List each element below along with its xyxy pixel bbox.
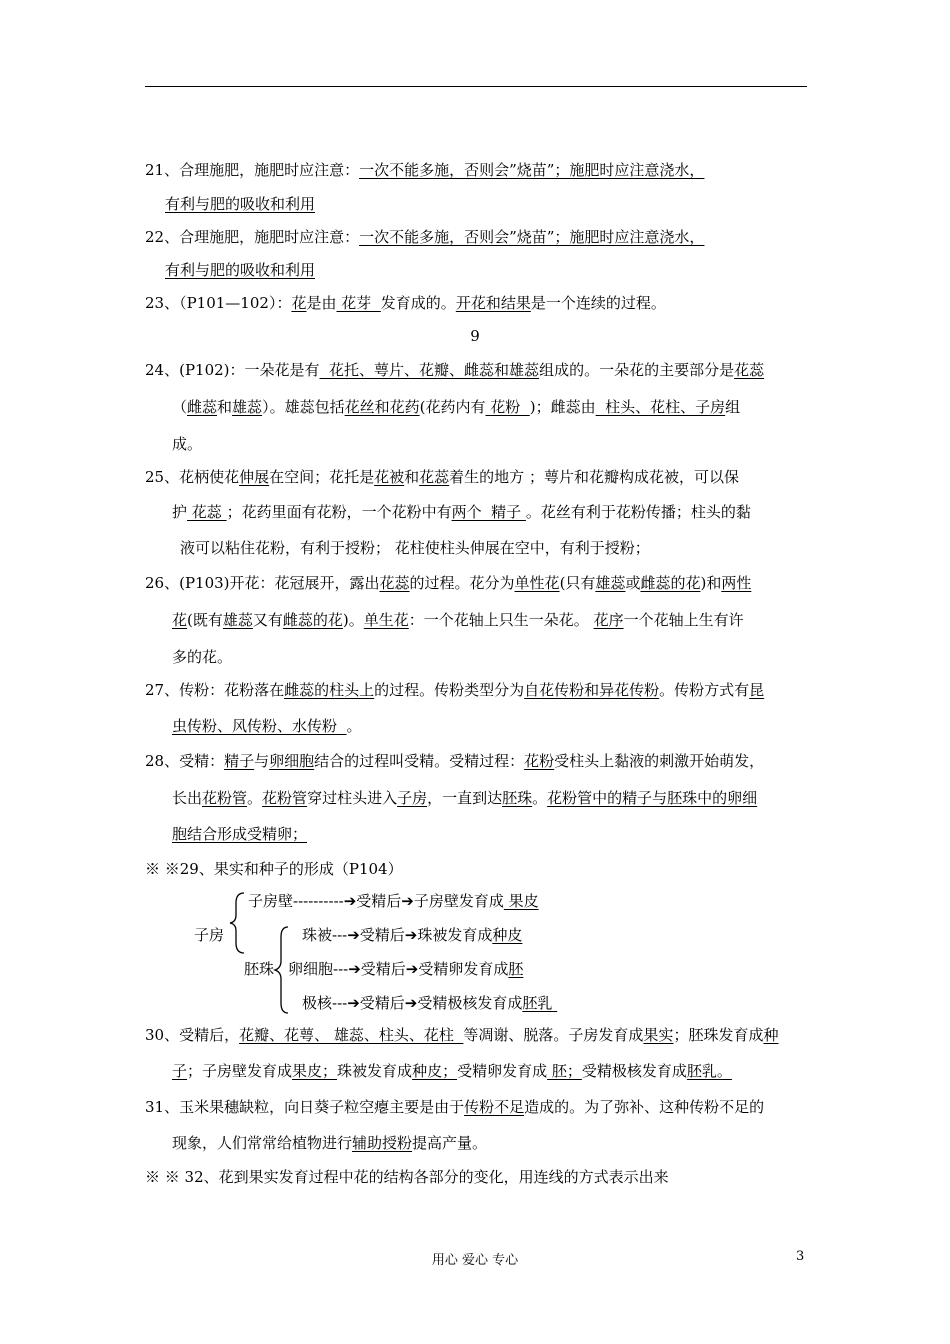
tree-row-ovary-wall: 子房壁----------➔受精后➔子房壁发育成 果皮: [248, 892, 539, 910]
item-30-line1: 30、受精后，花瓣、花萼、 雄蕊、柱头、花柱 等凋谢、脱落。子房发育成果实；胚珠发育成种: [145, 1026, 779, 1044]
item-28-line2: 长出花粉管。花粉管穿过柱头进入子房，一直到达胚珠。花粉管中的精子与胚珠中的卵细: [172, 789, 758, 807]
header-rule: [145, 86, 807, 87]
item-25-line2: 护 花蕊 ；花药里面有花粉，一个花粉中有两个 精子 。花丝有利于花粉传播；柱头的黏: [172, 503, 751, 521]
item-29-heading: ※ ※29、果实和种子的形成（P104）: [145, 860, 403, 878]
item-25-line1: 25、花柄使花伸展在空间；花托是花被和花蕊着生的地方 ；萼片和花瓣构成花被，可以保: [145, 468, 739, 486]
footer-slogan: 用心 爱心 专心: [431, 1253, 519, 1268]
item-31-line1: 31、玉米果穗缺粒，向日葵子粒空瘪主要是由于传粉不足造成的。为了弥补、这种传粉不足的: [145, 1098, 765, 1116]
item-22-line2: 有利与肥的吸收和利用: [165, 261, 316, 279]
tree-row-egg-cell: 卵细胞---➔受精后➔受精卵发育成胚: [288, 960, 524, 978]
tree-node-ovule: 胚珠: [244, 960, 275, 978]
item-28-line1: 28、受精：精子与卵细胞结合的过程叫受精。受精过程：花粉受柱头上黏液的刺激开始萌发，: [145, 752, 765, 770]
item-30-line2: 子；子房壁发育成果皮；珠被发育成种皮；受精卵发育成 胚；受精极核发育成胚乳。: [172, 1062, 732, 1080]
tree-row-integument: 珠被---➔受精后➔珠被发育成种皮: [302, 926, 523, 944]
tree-brace-outer: [228, 891, 248, 955]
item-22-line1: 22、合理施肥，施肥时应注意：一次不能多施，否则会”烧苗”；施肥时应注意浇水，: [145, 228, 705, 246]
item-24-line3: 成。: [172, 435, 203, 453]
tree-row-polar-nuclei: 极核---➔受精后➔受精极核发育成胚乳: [302, 994, 558, 1012]
item-27-line1: 27、传粉：花粉落在雌蕊的柱头上的过程。传粉类型分为自花传粉和异花传粉。传粉方式有昆: [145, 681, 765, 699]
item-26-line2: 花(既有雄蕊又有雌蕊的花)。单生花：一个花轴上只生一朵花。 花序一个花轴上生有许: [172, 611, 744, 629]
item-31-line2: 现象，人们常常给植物进行辅助授粉提高产量。: [172, 1134, 488, 1152]
tree-root-ovary: 子房: [194, 926, 225, 944]
item-27-line2: 虫传粉、风传粉、水传粉 。: [172, 717, 362, 735]
item-21-line1: 21、合理施肥，施肥时应注意：一次不能多施，否则会”烧苗”；施肥时应注意浇水，: [145, 161, 705, 179]
item-32-heading: ※ ※ 32、花到果实发育过程中花的结构各部分的变化，用连线的方式表示出来: [145, 1168, 669, 1186]
item-26-line3: 多的花。: [172, 648, 233, 666]
item-25-line3: 液可以粘住花粉，有利于授粉； 花柱使柱头伸展在空中，有利于授粉；: [180, 539, 650, 557]
item-24-line1: 24、(P102)：一朵花是有 花托、萼片、花瓣、雌蕊和雄蕊组成的。一朵花的主要部分是花蕊: [145, 361, 765, 379]
item-26-line1: 26、(P103)开花：花冠展开，露出花蕊的过程。花分为单性花(只有雄蕊或雌蕊的花)和两性: [145, 574, 752, 592]
item-21-line2: 有利与肥的吸收和利用: [165, 195, 316, 213]
item-28-line3: 胞结合形成受精卵；: [172, 825, 308, 843]
item-24-line2: （雌蕊和雄蕊）。雄蕊包括花丝和花药(花药内有 花粉 )；雌蕊由 柱头、花柱、子房组: [172, 398, 741, 416]
item-23: 23、（P101—102）：花是由 花芽 发育成的。开花和结果是一个连续的过程。: [145, 294, 666, 312]
page-number: 3: [796, 1249, 805, 1264]
inline-page-mark: 9: [470, 327, 480, 345]
